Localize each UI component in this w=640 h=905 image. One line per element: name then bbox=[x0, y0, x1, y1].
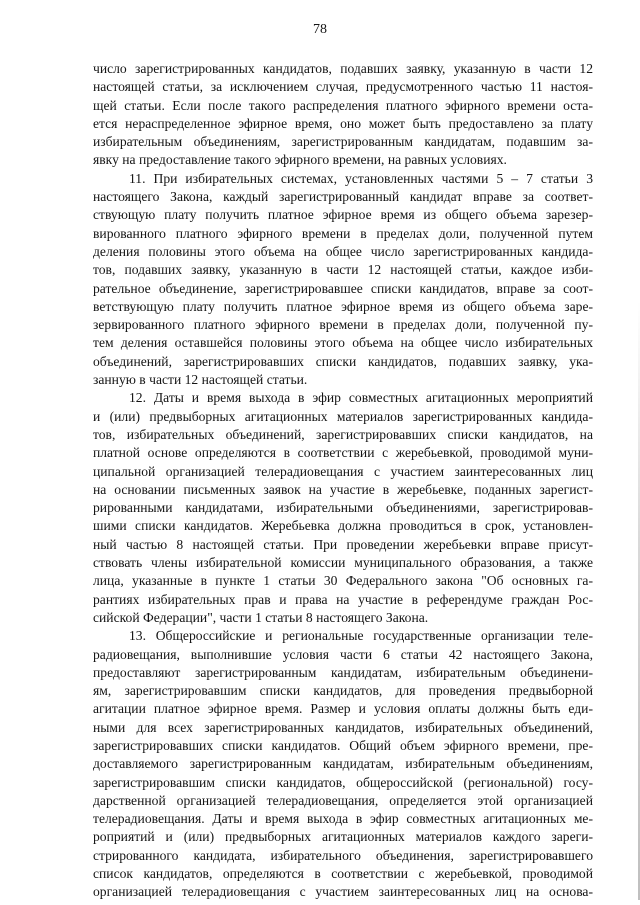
text-line: 12. Даты и время выхода в эфир совместных агитационных мероприятий bbox=[129, 390, 593, 406]
text-line: дарственной организацией телерадиовещания, определяется этой организацией bbox=[93, 792, 593, 808]
text-line: число зарегистрированных кандидатов, подавших заявку, указанную в части 12 bbox=[93, 61, 593, 76]
text-line: агитации платное эфирное время. Размер и условия оплаты должны быть еди- bbox=[93, 701, 593, 717]
text-line: зарегистрировавшим списки кандидатов, общероссийской (региональной) госу- bbox=[93, 774, 593, 790]
text-line: зервированного платного эфирного времени в пределах доли, полученной пу- bbox=[93, 317, 593, 333]
text-line: радиовещания, выполнившие условия части 6 статьи 42 настоящего Закона, bbox=[93, 646, 593, 662]
paragraph-13 bbox=[93, 627, 593, 901]
text-line: ципальной организацией телерадиовещания с участием заинтересованных лиц bbox=[93, 463, 593, 479]
text-line: настоящей статьи, за исключением случая, предусмотренного частью 11 настоя- bbox=[93, 79, 593, 95]
text-line: ствующую плату получить платное эфирное время из общего объема зарезер- bbox=[93, 207, 593, 223]
text-line: 11. При избирательных системах, установленных частями 5 – 7 статьи 3 bbox=[129, 170, 593, 186]
document-body bbox=[93, 60, 593, 902]
text-line: ветствующую плату получить платное эфирное время из общего объема заре- bbox=[93, 298, 593, 314]
text-line: лица, указанные в пункте 1 статьи 30 Федерального закона "Об основных га- bbox=[93, 573, 593, 589]
text-line: настоящего Закона, каждый зарегистрированный кандидат вправе за соответ- bbox=[93, 189, 593, 205]
text-line: вированного платного эфирного времени в пределах доли, полученной путем bbox=[93, 225, 593, 241]
page-number: 78 bbox=[313, 22, 327, 37]
text-line: тем деления оставшейся половины этого объема на общее число избирательных bbox=[93, 335, 593, 351]
text-line: шими списки кандидатов. Жеребьевка должна проводиться в срок, установлен- bbox=[93, 518, 593, 534]
text-line: 13. Общероссийские и региональные государственные организации теле- bbox=[129, 628, 593, 644]
text-line: на основании письменных заявок на участие в жеребьевке, поданных зарегист- bbox=[93, 481, 593, 497]
paragraph-12 bbox=[93, 389, 593, 627]
text-line: рантиях избирательных прав и права на участие в референдуме граждан Рос- bbox=[93, 591, 593, 607]
text-line: деления половины этого объема на общее число зарегистрированных кандида- bbox=[93, 243, 593, 259]
text-line: список кандидатов, определяются в соответствии с жеребьевкой, проводимой bbox=[93, 866, 593, 882]
text-line: организацией телерадиовещания с участием заинтересованных лиц на основа- bbox=[93, 884, 593, 900]
text-line: щей статьи. Если после такого распределения платного эфирного времени оста- bbox=[93, 97, 593, 113]
text-line: ный частью 8 настоящей статьи. При проведении жеребьевки вправе присут- bbox=[93, 536, 593, 552]
text-line: сийской Федерации", части 1 статьи 8 настоящего Закона. bbox=[93, 609, 429, 625]
text-line: платной основе определяются в соответствии с жеребьевкой, проводимой муни- bbox=[93, 445, 593, 461]
text-line: тов, избирательных объединений, зарегистрировавших списки кандидатов, на bbox=[93, 426, 593, 442]
text-line: телерадиовещания. Даты и время выхода в эфир совместных агитационных ме- bbox=[93, 811, 593, 827]
text-line: занную в части 12 настоящей статьи. bbox=[93, 372, 308, 388]
text-line: и (или) предвыборных агитационных материалов зарегистрированных кандида- bbox=[93, 408, 593, 424]
text-line: рированными кандидатами, избирательными объединениями, зарегистрировав- bbox=[93, 500, 593, 516]
paragraph-11 bbox=[93, 170, 593, 390]
text-line: доставляемого зарегистрированным кандидатам, избирательным объединениям, bbox=[93, 756, 593, 772]
text-line: ными для всех зарегистрированных кандидатов, избирательных объединений, bbox=[93, 719, 593, 735]
text-line: роприятий и (или) предвыборных агитационных материалов каждого зареги- bbox=[93, 829, 593, 845]
text-line: стрированного кандидата, избирательного объединения, зарегистрировавшего bbox=[93, 847, 593, 863]
text-line: ствовать члены избирательной комиссии муниципального образования, а также bbox=[93, 555, 593, 571]
text-line: зарегистрировавших списки кандидатов. Общий объем эфирного времени, пре- bbox=[93, 737, 593, 753]
text-line: явку на предоставление такого эфирного времени, на равных условиях. bbox=[93, 152, 507, 168]
text-line: избирательным объединениям, зарегистрированным кандидатам, подавшим за- bbox=[93, 134, 593, 150]
text-line: рательное объединение, зарегистрировавшее списки кандидатов, вправе за соот- bbox=[93, 280, 593, 296]
text-line: предоставляют зарегистрированным кандидатам, избирательным объединени- bbox=[93, 664, 593, 680]
text-line: ется нераспределенное эфирное время, оно может быть предоставлено за плату bbox=[93, 115, 593, 131]
paragraph-continued bbox=[93, 60, 593, 170]
text-line: ям, зарегистрировавшим списки кандидатов, для проведения предвыборной bbox=[93, 683, 593, 699]
text-line: тов, подавших заявку, указанную в части 12 настоящей статьи, каждое изби- bbox=[93, 262, 593, 278]
text-line: объединений, зарегистрировавших списки кандидатов, подавших заявку, ука- bbox=[93, 353, 593, 369]
